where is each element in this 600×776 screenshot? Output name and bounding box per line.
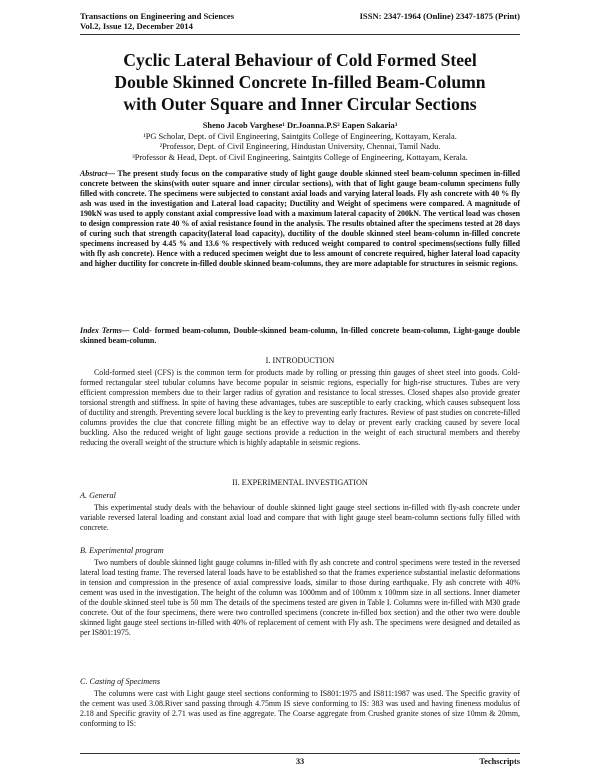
page-footer [80, 757, 520, 769]
journal-name: Transactions on Engineering and Sciences [80, 11, 235, 21]
affiliation: ¹PG Scholar, Dept. of Civil Engineering, Saintgits College of Engineering, Kottayam, Kerala. [143, 131, 457, 141]
section-heading-experimental: II. EXPERIMENTAL INVESTIGATION [232, 478, 368, 487]
subsection-heading-casting: C. Casting of Specimens [80, 677, 161, 686]
author-block [80, 121, 520, 164]
affiliation: ²Professor, Dept. of Civil Engineering, Hindustan University, Chennai, Tamil Nadu. [159, 142, 441, 152]
abstract-text: The present study focus on the comparative study of light gauge double skinned steel beam-column specimen in-filled concrete between the skins(with outer square and inner circular sections), with that of light gauge beam-column specimens fully filled with concrete. The specimens were subjected to constant axial loads and varying lateral loads. Fly ash concrete with 40 % fly ash was used in the investigation and Lateral load capacity; Ductility and Weight of specimens were compared. A magnitude of 190kN was used to apply constant axial compressive load with a maximum lateral capacity of 200kN. The vertical load was chosen to design compression rate 40 % of axial resistance found in the analysis. The results obtained after the specimens tested at 28 days of curing such that strength capacity(lateral load capacity), ductility of the double skinned steel beam-column in-filled concrete specimens increased by 4.45 % and 13.6 % respectively with reduced weight compared to control specimens(sections fully filled with fly ash concrete). Hence with a reduced specimen weight due to less amount of concrete required, higher lateral load capacity and higher ductility for concrete in-filled double skinned beam-columns, they are more adaptable for structures in seismic regions. [80, 169, 520, 268]
running-header [80, 11, 520, 31]
general-paragraph: This experimental study deals with the behaviour of double skinned light gauge steel sections in-filled with fly-ash concrete under variable reversed lateral loading and constant axial load and compare that with light gauge steel beam-column sections fully filled with concrete. [80, 503, 520, 532]
journal-volume: Vol.2, Issue 12, December 2014 [80, 21, 193, 31]
page-number: 33 [295, 757, 305, 766]
subsection-heading-general: A. General [80, 491, 116, 500]
section-heading-introduction: I. INTRODUCTION [265, 356, 335, 365]
index-terms-text: Cold- formed beam-column, Double-skinned beam-column, In-filled concrete beam-column, Light-gauge double skinned beam-column. [80, 326, 521, 345]
publisher-name: Techscripts [479, 757, 520, 766]
title-line: Cyclic Lateral Behaviour of Cold Formed Steel [123, 50, 477, 70]
casting-paragraph: The columns were cast with Light gauge steel sections conforming to IS801:1975 and IS811:1987 was used. The Specific gravity of the cement was used 3.08.River sand passing through 4.75mm IS sieve conforming to IS: 383 was used and having fineness modulus of 2.18 and Specific gravity of 2.71 was used as fine aggregate. The Coarse aggregate from Crushed granite stones of size 10mm & 20mm, conforming to IS: [80, 689, 520, 728]
journal-issn: ISSN: 2347-1964 (Online) 2347-1875 (Print) [359, 11, 520, 21]
abstract [80, 169, 520, 269]
program-paragraph: Two numbers of double skinned light gauge columns in-filled with fly ash concrete and control specimens were tested in the reversed lateral load testing frame. The reversed lateral loads have to be established so that the frames experience substantial inelastic deformations in tension and compression in the presence of axial compressive loads, similar to those during earthquake. Fly ash concrete with 40% cement was used in the investigation. The height of the column was 1000mm and of 100mm x 100mm size in all sections. Inner diameter of the double skinned steel tube is 50 mm The details of the specimens tested are given in Table I. Columns were in-filled with M30 grade concrete. Out of the four specimens, there were two controlled specimens (concrete in-filled box section) and the other two were double skinned light gauge steel sections in-filled with 40% of replacement of cement with Fly ash. The specimens were designed and detailed as per IS801:1975. [80, 558, 520, 637]
paper-title [60, 49, 540, 115]
footer-rule [80, 753, 520, 754]
title-line: with Outer Square and Inner Circular Sections [123, 94, 477, 114]
affiliation: ³Professor & Head, Dept. of Civil Engineering, Saintgits College of Engineering, Kottayam, Kerala. [132, 153, 468, 163]
header-rule [80, 34, 520, 35]
introduction-paragraph: Cold-formed steel (CFS) is the common term for products made by rolling or pressing thin gauges of sheet steel into goods. Cold-formed rectangular steel tubular columns have become popular in seismic regions, especially for high-rise structures. Tubes are very efficient compression members due to their larger radius of gyration and resistance to local stresses. Closed shapes also provide greater torsional strength and stiffness. In spite of having these advantages, tubes are susceptible to early cracking, which causes subsequent loss of ductility and strength. Preventing severe local buckling is the key to preventing early fractures. Review of past studies on concrete-filled columns provides the clue that concrete filling might be an effective way to delay or prevent early cracking caused by severe local buckling. Also the reduced weight of light gauge sections provide a reduction in the weight of each structural members and thereby reducing the overall weight of the structure which is highly adaptable in seismic regions. [80, 368, 520, 447]
abstract-label: Abstract— [80, 169, 116, 178]
index-terms [80, 326, 520, 346]
author-names: Sheno Jacob Varghese¹ Dr.Joanna.P.S² Eapen Sakaria³ [202, 121, 398, 130]
title-line: Double Skinned Concrete In-filled Beam-Column [114, 72, 486, 92]
subsection-heading-program: B. Experimental program [80, 546, 164, 555]
index-terms-label: Index Terms— [80, 326, 130, 335]
